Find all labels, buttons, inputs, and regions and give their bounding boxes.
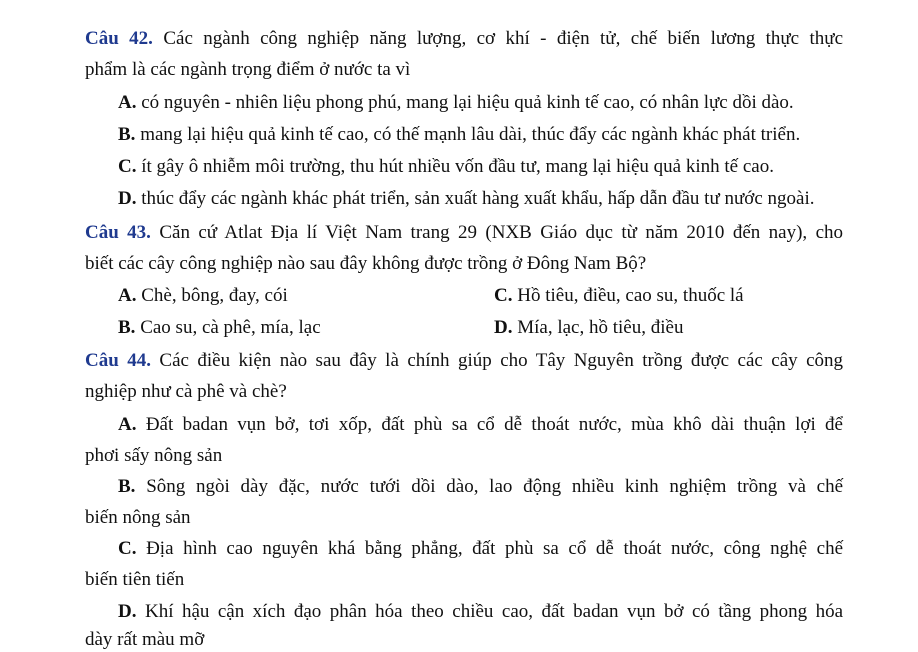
option-label: D. xyxy=(494,317,513,338)
question-stem-text: Các ngành công nghiệp năng lượng, cơ khí - điện tử, chế biến lương thực thực xyxy=(163,28,844,49)
option-text: Địa hình cao nguyên khá bằng phẳng, đất phù sa cổ dễ thoát nước, công nghệ chế xyxy=(146,538,844,559)
question-42-stem xyxy=(85,27,843,51)
option-44-d-cont: dày rất màu mỡ xyxy=(85,629,205,650)
option-44-b xyxy=(118,475,843,499)
question-label: Câu 42. xyxy=(85,28,153,49)
option-label: A. xyxy=(118,285,137,306)
option-label: C. xyxy=(494,285,513,306)
option-text: ít gây ô nhiễm môi trường, thu hút nhiều vốn đầu tư, mang lại hiệu quả kinh tế cao. xyxy=(141,156,774,177)
option-label: A. xyxy=(118,92,137,113)
question-stem-text: Căn cứ Atlat Địa lí Việt Nam trang 29 (NXB Giáo dục từ năm 2010 đến nay), cho xyxy=(159,222,843,243)
option-text: mang lại hiệu quả kinh tế cao, có thế mạnh lâu dài, thúc đẩy các ngành khác phát triển. xyxy=(140,124,801,145)
option-text: Đất badan vụn bở, tơi xốp, đất phù sa cổ dễ thoát nước, mùa khô dài thuận lợi để xyxy=(145,414,843,435)
option-42-d xyxy=(118,187,815,211)
question-43-stem-cont: biết các cây công nghiệp nào sau đây không được trồng ở Đông Nam Bộ? xyxy=(85,253,647,274)
question-44-stem-cont: nghiệp như cà phê và chè? xyxy=(85,381,287,402)
option-text: Khí hậu cận xích đạo phân hóa theo chiều cao, đất badan vụn bở có tầng phong hóa xyxy=(144,601,843,622)
option-text: Cao su, cà phê, mía, lạc xyxy=(140,317,321,338)
option-label: B. xyxy=(118,317,136,338)
option-43-d xyxy=(494,316,683,340)
option-42-c xyxy=(118,155,774,179)
option-label: A. xyxy=(118,414,137,435)
option-text: có nguyên - nhiên liệu phong phú, mang lại hiệu quả kinh tế cao, có nhân lực dồi dào. xyxy=(141,92,794,113)
option-label: B. xyxy=(118,476,136,497)
option-43-a xyxy=(118,284,288,308)
question-label: Câu 43. xyxy=(85,222,151,243)
question-stem-text: Các điều kiện nào sau đây là chính giúp cho Tây Nguyên trồng được các cây công xyxy=(159,350,844,371)
question-44-stem xyxy=(85,349,843,373)
option-42-b xyxy=(118,123,800,147)
option-text: Mía, lạc, hồ tiêu, điều xyxy=(517,317,684,338)
option-44-d xyxy=(118,600,843,624)
option-44-a-cont: phơi sấy nông sản xyxy=(85,445,223,466)
option-42-a xyxy=(118,91,794,115)
option-label: C. xyxy=(118,538,137,559)
option-label: B. xyxy=(118,124,136,145)
option-text: Sông ngòi dày đặc, nước tưới dồi dào, lao động nhiều kinh nghiệm trồng và chế xyxy=(146,476,844,497)
option-44-c-cont: biến tiên tiến xyxy=(85,569,185,590)
question-42-stem-cont: phẩm là các ngành trọng điểm ở nước ta vì xyxy=(85,59,411,80)
option-43-c xyxy=(494,284,744,308)
option-text: Chè, bông, đay, cói xyxy=(141,285,288,306)
option-label: C. xyxy=(118,156,137,177)
option-label: D. xyxy=(118,188,137,209)
option-label: D. xyxy=(118,601,137,622)
option-43-b xyxy=(118,316,321,340)
option-text: thúc đẩy các ngành khác phát triển, sản xuất hàng xuất khẩu, hấp dẫn đầu tư nước ngoài. xyxy=(141,188,815,209)
option-44-b-cont: biến nông sản xyxy=(85,507,191,528)
option-44-a xyxy=(118,413,843,437)
option-44-c xyxy=(118,537,843,561)
question-label: Câu 44. xyxy=(85,350,151,371)
question-43-stem xyxy=(85,221,843,245)
option-text: Hồ tiêu, điều, cao su, thuốc lá xyxy=(517,285,744,306)
